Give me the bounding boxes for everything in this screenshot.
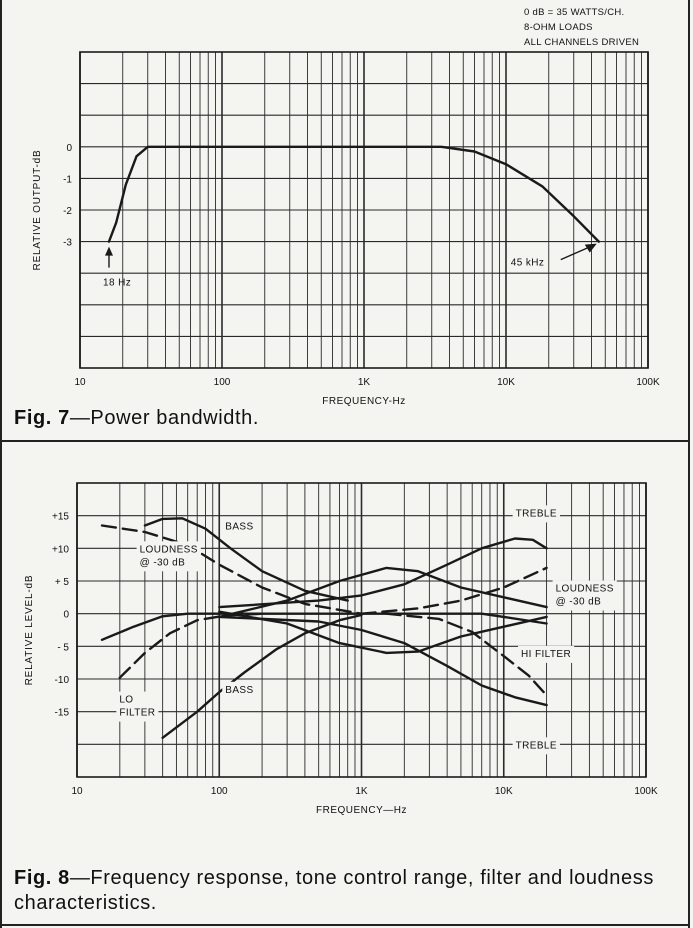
fig8-annotation-bass: [222, 682, 256, 699]
fig8-annotation-text: TREBLE: [515, 508, 557, 520]
fig7-annotation-text: 45 kHz: [510, 257, 545, 269]
fig8-annotation-treble: [513, 505, 560, 522]
fig8-annotation-text: LOUDNESS: [139, 544, 198, 556]
fig8-frequency-response-chart: [0, 442, 690, 842]
fig7-caption: [14, 406, 259, 431]
fig8-caption: [14, 866, 679, 916]
fig8-annotation-text: LOUDNESS: [555, 583, 614, 595]
fig7-caption-text: —Power bandwidth.: [69, 407, 260, 429]
fig8-series-loudness-high: [362, 568, 547, 614]
fig8-ytick-label: -10: [54, 675, 69, 686]
fig8-annotation-treble: [513, 737, 560, 754]
fig8-annotation-hi-filter: [518, 646, 574, 663]
fig8-xtick-label-1k: 1K: [355, 786, 368, 797]
fig7-label: Fig. 7: [14, 407, 70, 429]
fig8-ytick-label: 0: [63, 609, 69, 621]
fig8-label: Fig. 8: [14, 867, 70, 889]
fig8-annotation-bass: [222, 518, 256, 535]
fig7-series-power-bandwidth: [109, 147, 599, 242]
fig7-ytick-label: -1: [63, 174, 72, 186]
fig7-ytick-label: 0: [66, 142, 72, 154]
fig8-ytick-label: - 5: [57, 642, 69, 654]
fig7-power-bandwidth-chart: [0, 0, 690, 440]
fig8-y-axis-label: RELATIVE LEVEL-dB: [24, 574, 35, 686]
fig7-ytick-label: -2: [63, 206, 72, 217]
bottom-border: [0, 924, 690, 926]
fig7-annotation-arrowhead: [105, 247, 113, 256]
fig7-note-0: 0 dB = 35 WATTS/CH.: [524, 7, 625, 18]
fig8-annotation-text: HI FILTER: [521, 648, 572, 660]
fig8-annotation-text: TREBLE: [515, 740, 557, 752]
fig8-x-axis-label: FREQUENCY—Hz: [315, 805, 408, 816]
fig8-xtick-label-10: 10: [71, 786, 83, 797]
fig8-annotation-text: LO: [119, 694, 134, 706]
fig8-annotation-text: BASS: [225, 521, 254, 533]
fig8-annotation-loudness: [553, 581, 617, 611]
fig7-annotation-18-hz: [103, 247, 131, 289]
fig7-annotation-text: 18 Hz: [102, 277, 132, 289]
fig7-ytick-label: -3: [63, 237, 72, 249]
fig8-annotation-text: FILTER: [119, 707, 156, 719]
fig8-xtick-label-100k: 100K: [634, 786, 658, 797]
fig7-x-axis-label: FREQUENCY-Hz: [322, 396, 406, 407]
fig8-annotation-text: @ -30 dB: [139, 557, 186, 569]
fig8-ytick-label: -15: [54, 707, 69, 719]
fig7-annotation-45-khz: [511, 244, 597, 269]
fig7-xtick-label-10k: 10K: [497, 377, 515, 388]
fig8-annotation-text: @ -30 dB: [555, 596, 602, 608]
fig7-xtick-label-1k: 1K: [357, 377, 371, 388]
fig8-ytick-label: +15: [52, 511, 69, 523]
fig7-xtick-label-10: 10: [74, 377, 86, 388]
fig8-annotation-lo-filter: [116, 692, 158, 722]
fig8-annotation-text: BASS: [225, 684, 254, 696]
fig8-ytick-label: +10: [52, 544, 69, 556]
fig8-annotation-loudness: [137, 541, 201, 571]
fig8-caption-text: —Frequency response, tone control range, filter and loudness characteristics.: [14, 867, 654, 914]
fig8-xtick-label-100: 100: [210, 786, 228, 797]
fig8-ytick-label: + 5: [54, 577, 69, 588]
fig7-y-axis-label: RELATIVE OUTPUT-dB: [32, 149, 43, 271]
fig8-xtick-label-10k: 10K: [494, 786, 513, 797]
fig7-note-1: 8-OHM LOADS: [524, 22, 593, 33]
fig7-xtick-label-100k: 100K: [636, 377, 660, 388]
fig7-xtick-label-100: 100: [213, 377, 231, 388]
fig7-note-2: ALL CHANNELS DRIVEN: [524, 37, 640, 48]
